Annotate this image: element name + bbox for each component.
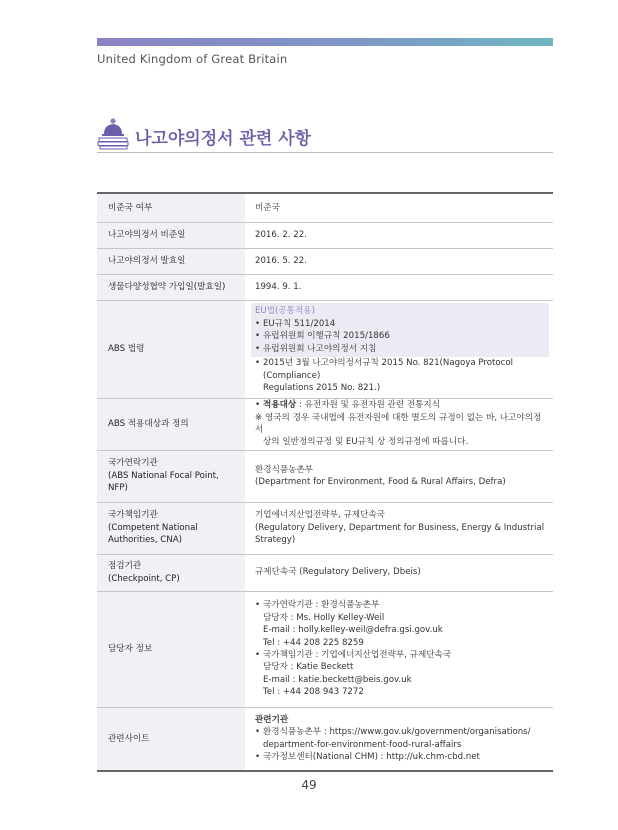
- row-label: [97, 554, 245, 591]
- note-line: 상의 일반정의규정 및 EU규칙 상 정의규정에 따릅니다.: [263, 437, 469, 448]
- list-item: [255, 357, 547, 394]
- contact-person: 담당자 : Ms. Holly Kelley-Weil: [263, 612, 385, 623]
- table-row: [97, 450, 553, 502]
- eu-law-box: [251, 303, 549, 357]
- row-label: ABS 적용대상과 정의: [97, 398, 245, 450]
- row-label: 생물다양성협약 가입일(발효일): [97, 274, 245, 300]
- row-value: [245, 707, 553, 771]
- info-table: [97, 192, 553, 772]
- table-row: [97, 274, 553, 300]
- value-line: (Department for Environment, Food & Rural Affairs, Defra): [255, 477, 506, 487]
- header-color-bar: [97, 38, 553, 46]
- national-law-line: 2015년 3월 나고야의정서규칙 2015 No. 821(Nagoya Protocol (Compliance): [263, 358, 514, 381]
- row-value: 규제단속국 (Regulatory Delivery, Dbeis): [255, 567, 421, 578]
- value-line: 기업에너지산업전략부, 규제단속국: [255, 510, 385, 521]
- books-bell-icon: [97, 116, 129, 150]
- list-item: • 국가책임기관 : 기업에너지산업전략부, 규제단속국: [255, 649, 547, 661]
- row-value: 1994. 9. 1.: [255, 281, 302, 292]
- list-item: • 유럽위원회 나고야의정서 지침: [255, 343, 545, 355]
- row-label: 나고야의정서 비준일: [97, 222, 245, 248]
- scope-text: : 유전자원 및 유전자원 관련 전통지식: [296, 400, 441, 411]
- row-value: [245, 502, 553, 554]
- row-value: [245, 398, 553, 450]
- contact-person: 담당자 : Katie Beckett: [263, 662, 354, 673]
- list-item[interactable]: [255, 726, 547, 751]
- row-label: 비준국 여부: [97, 193, 245, 222]
- list-item: • EU규칙 511/2014: [255, 318, 545, 330]
- contact-tel: Tel : +44 208 943 7272: [263, 687, 364, 698]
- row-value: [245, 450, 553, 502]
- title-divider: [97, 152, 553, 153]
- table-row: [97, 300, 553, 398]
- label-line: 국가연락기관: [108, 458, 158, 469]
- label-line: Authorities, CNA): [108, 535, 182, 546]
- sites-heading: 관련기관: [255, 714, 289, 725]
- row-label: ABS 법령: [97, 300, 245, 398]
- contact-email[interactable]: E-mail : katie.beckett@beis.gov.uk: [263, 674, 412, 685]
- table-row: [97, 248, 553, 274]
- row-label: 나고야의정서 발효일: [97, 248, 245, 274]
- eu-law-heading: EU법(공통적용): [255, 306, 315, 317]
- table-row: [97, 554, 553, 591]
- section-title: 나고야의정서 관련 사항: [135, 129, 312, 149]
- value-line: (Regulatory Delivery, Department for Business, Energy & Industrial Strategy): [255, 522, 545, 546]
- site-link-defra[interactable]: 환경식품농촌부 : https://www.gov.uk/government/organisations/: [263, 727, 531, 738]
- table-row: [97, 193, 553, 222]
- list-item: • 유럽위원회 이행규칙 2015/1866: [255, 330, 545, 342]
- label-line: (Checkpoint, CP): [108, 573, 180, 584]
- value-line: 환경식품농촌부: [255, 464, 314, 475]
- row-value: 비준국: [255, 202, 280, 213]
- national-law-line: Regulations 2015 No. 821.): [263, 383, 381, 394]
- label-line: 국가책임기관: [108, 510, 158, 521]
- site-link-defra-cont[interactable]: department-for-environment-food-rural-affairs: [263, 739, 462, 750]
- row-label: 담당자 정보: [97, 591, 245, 707]
- list-item: • 국가연락기관 : 환경식품농촌부: [255, 599, 547, 611]
- row-label: [97, 450, 245, 502]
- table-row: [97, 502, 553, 554]
- label-line: (ABS National Focal Point,: [108, 470, 219, 481]
- row-label: [97, 502, 245, 554]
- label-line: 점검기관: [108, 561, 142, 572]
- site-link-chm[interactable]: • 국가정보센터(National CHM) : http://uk.chm-cbd.net: [255, 751, 547, 763]
- table-row: [97, 591, 553, 707]
- list-item: [255, 399, 547, 411]
- scope-heading: 적용대상: [263, 400, 297, 411]
- table-row: [97, 398, 553, 450]
- country-name: United Kingdom of Great Britain: [97, 52, 288, 66]
- table-row: [97, 707, 553, 771]
- row-value: [245, 591, 553, 707]
- row-value: 2016. 5. 22.: [255, 255, 307, 266]
- contact-email[interactable]: E-mail : holly.kelley-weil@defra.gsi.gov.uk: [263, 625, 443, 636]
- label-line: (Competent National: [108, 522, 198, 533]
- row-value: 2016. 2. 22.: [255, 229, 307, 240]
- note-line: ※ 영국의 경우 국내법에 유전자원에 대한 별도의 규정이 없는 바, 나고야의정서: [255, 412, 542, 435]
- label-line: NFP): [108, 483, 128, 494]
- table-row: [97, 222, 553, 248]
- row-value: [245, 300, 553, 398]
- page-number: 49: [301, 778, 317, 792]
- row-label: 관련사이트: [97, 707, 245, 771]
- contact-tel: Tel : +44 208 225 8259: [263, 637, 364, 648]
